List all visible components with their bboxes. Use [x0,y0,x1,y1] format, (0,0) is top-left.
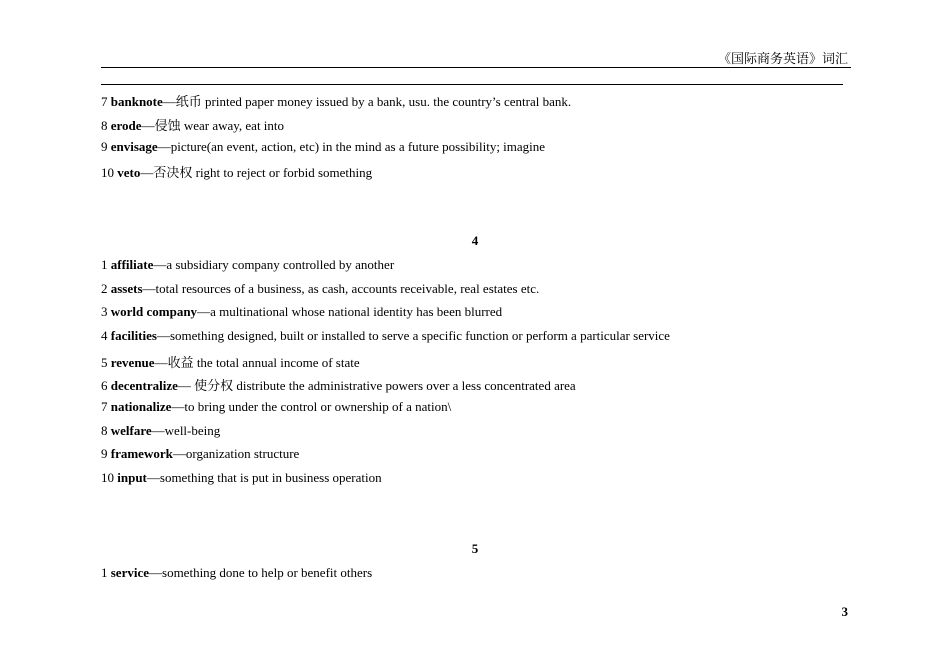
entry-definition: —total resources of a business, as cash, accounts receivable, real estates etc. [142,281,540,296]
entry-term: revenue [110,355,155,370]
entry-number: 2 [101,281,108,296]
entry-term: affiliate [110,257,154,272]
entry-definition: —a subsidiary company controlled by another [153,257,395,272]
vocab-entry [101,399,451,415]
entry-number: 8 [101,118,108,133]
entry-number: 5 [101,355,108,370]
entry-definition: —侵蚀 wear away, eat into [141,118,285,133]
entry-term: erode [110,118,142,133]
vocab-entry [101,115,284,134]
vocab-entry [101,470,382,486]
entry-number: 10 [101,470,114,485]
section-heading: 4 [471,233,479,248]
entry-number: 4 [101,328,108,343]
entry-term: welfare [110,423,152,438]
entry-definition: —something that is put in business operation [146,470,382,485]
entry-term: input [117,470,147,485]
entry-definition: —a multinational whose national identity has been blurred [197,304,503,319]
entry-number: 1 [101,565,108,580]
vocab-entry [101,281,539,297]
vocab-entry [101,304,502,320]
entry-definition: —picture(an event, action, etc) in the mind as a future possibility; imagine [157,139,546,154]
entry-term: decentralize [110,378,178,393]
entry-definition: — 使分权 distribute the administrative powers over a less concentrated area [177,378,576,393]
vocab-entry [101,446,299,462]
entry-number: 8 [101,423,108,438]
vocab-entry [101,139,545,155]
entry-number: 9 [101,446,108,461]
vocab-entry [101,162,372,181]
entry-term: nationalize [110,399,172,414]
entry-definition: —something designed, built or installed to serve a specific function or perform a particular service [156,328,670,343]
section-heading: 5 [471,541,479,556]
entry-definition: —收益 the total annual income of state [154,355,360,370]
entry-term: service [110,565,150,580]
vocab-entry [101,352,360,371]
entry-term: banknote [110,94,163,109]
vocab-entry [101,257,394,273]
header-rule-top [101,67,851,68]
entry-number: 3 [101,304,108,319]
page-number: 3 [841,604,848,619]
entry-definition: —to bring under the control or ownership of a nation\ [171,399,452,414]
entry-number: 6 [101,378,108,393]
entry-definition: —否决权 right to reject or forbid something [140,165,373,180]
entry-number: 10 [101,165,114,180]
vocab-entry [101,91,571,110]
entry-term: facilities [110,328,157,343]
entry-definition: —something done to help or benefit others [149,565,373,580]
vocab-entry [101,423,220,439]
entry-definition: —纸币 printed paper money issued by a bank, usu. the country’s central bank. [162,94,572,109]
page-header-title: 《国际商务英语》词汇 [717,51,848,66]
entry-term: assets [110,281,143,296]
entry-definition: —organization structure [172,446,300,461]
entry-term: framework [110,446,173,461]
vocab-entry [101,565,372,581]
entry-term: veto [117,165,141,180]
entry-term: envisage [110,139,158,154]
entry-number: 7 [101,94,108,109]
entry-number: 1 [101,257,108,272]
header-rule-bottom [101,84,843,85]
vocab-entry [101,375,576,394]
entry-number: 7 [101,399,108,414]
entry-definition: —well-being [151,423,221,438]
entry-number: 9 [101,139,108,154]
vocab-entry [101,328,670,344]
entry-term: world company [110,304,198,319]
